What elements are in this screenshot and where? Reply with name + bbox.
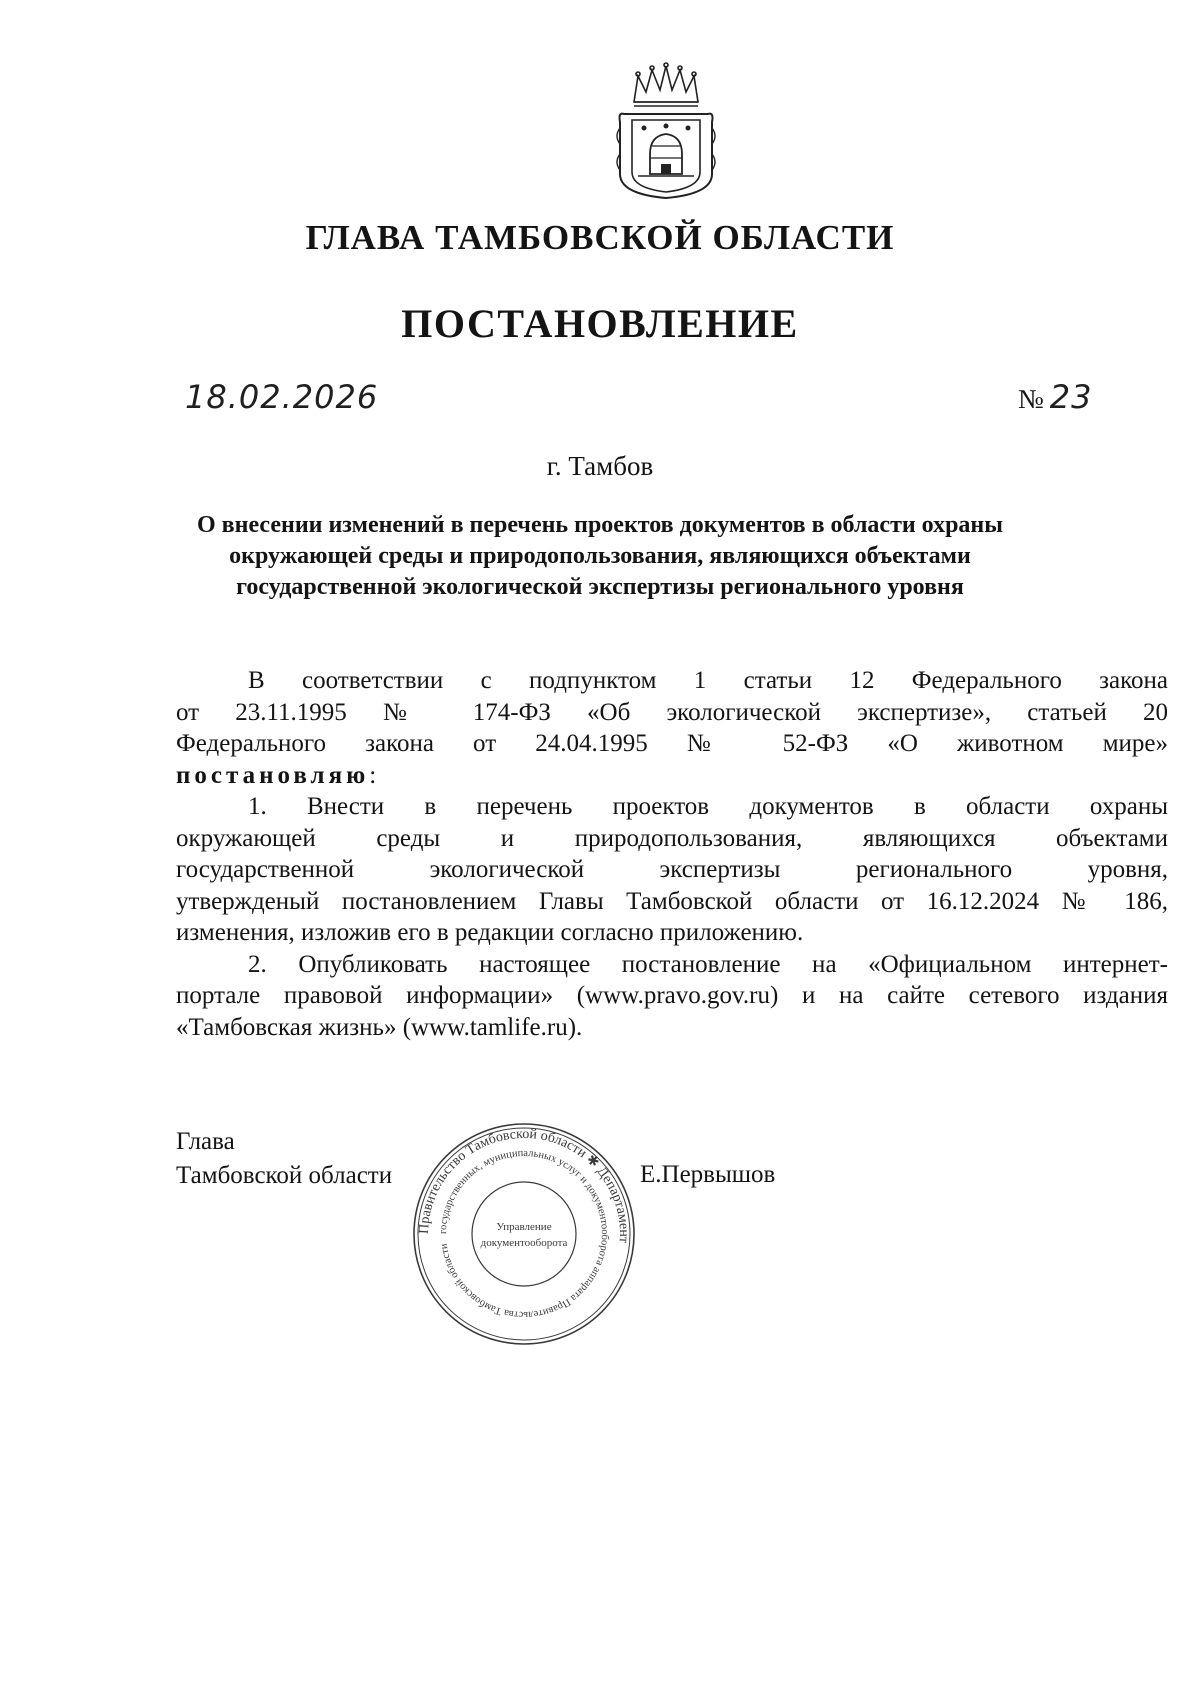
item1-line: утвержденый постановлением Главы Тамбовской области от 16.12.2024 № 186, xyxy=(176,887,1168,915)
stamp-center-line: документооборота xyxy=(480,1237,568,1249)
number-label: № xyxy=(1018,384,1044,414)
position-line: Глава xyxy=(176,1128,235,1155)
signatory-position xyxy=(176,1125,392,1193)
title-line: О внесении изменений в перечень проектов документов в области охраны xyxy=(196,512,1003,538)
item1-line: окружающей среды и природопользования, являющихся объектами xyxy=(176,824,1168,852)
stamp-center-line: Управление xyxy=(496,1221,552,1233)
authority-heading: ГЛАВА ТАМБОВСКОЙ ОБЛАСТИ xyxy=(305,218,895,257)
preamble-line: В соответствии с подпунктом 1 статьи 12 Федерального закона xyxy=(248,667,1168,694)
decree-word: постановляю xyxy=(176,761,370,789)
title-line: государственной экологической экспертизы регионального уровня xyxy=(236,574,964,600)
place-of-issue: г. Тамбов xyxy=(546,451,654,481)
position-line: Тамбовской области xyxy=(176,1162,393,1189)
signatory-name: Е.Первышов xyxy=(640,1161,776,1188)
stamp-outer-ring-text: Правительство Тамбовской области ✱ Департамент xyxy=(416,1126,632,1244)
stamp-inner-ring-text: государственных, муниципальных услуг и документооборота аппарата Правительства Тамбовской области xyxy=(437,1147,611,1321)
number-value: 23 xyxy=(1049,378,1093,416)
document-body xyxy=(176,665,1168,1043)
decree-line xyxy=(176,760,1168,792)
document-number xyxy=(1018,378,1092,416)
decree-colon: : xyxy=(369,761,377,789)
official-stamp xyxy=(410,1120,638,1348)
tambov-coat-of-arms-icon xyxy=(614,62,718,202)
item1-line: государственной экологической экспертизы регионального уровня, xyxy=(176,856,1168,883)
item2-line: 2. Опубликовать настоящее постановление на «Официальном интернет- xyxy=(248,950,1168,978)
item1-line: 1. Внести в перечень проектов документов в области охраны xyxy=(248,793,1168,820)
item2-line: портале правовой информации» (www.pravo.gov.ru) и на сайте сетевого издания xyxy=(176,982,1168,1009)
title-line: окружающей среды и природопользования, являющихся объектами xyxy=(229,543,971,569)
document-type-heading: ПОСТАНОВЛЕНИЕ xyxy=(401,301,799,346)
document-date: 18.02.2026 xyxy=(185,378,379,416)
item2-line: «Тамбовская жизнь» (www.tamlife.ru). xyxy=(176,1013,583,1041)
preamble-line: Федерального закона от 24.04.1995 № 52-ФЗ «О животном мире» xyxy=(176,730,1168,757)
preamble-line: от 23.11.1995 № 174-ФЗ «Об экологической экспертизе», статьей 20 xyxy=(176,698,1168,726)
item1-line: изменения, изложив его в редакции согласно приложению. xyxy=(176,919,804,946)
document-title xyxy=(170,510,1030,603)
